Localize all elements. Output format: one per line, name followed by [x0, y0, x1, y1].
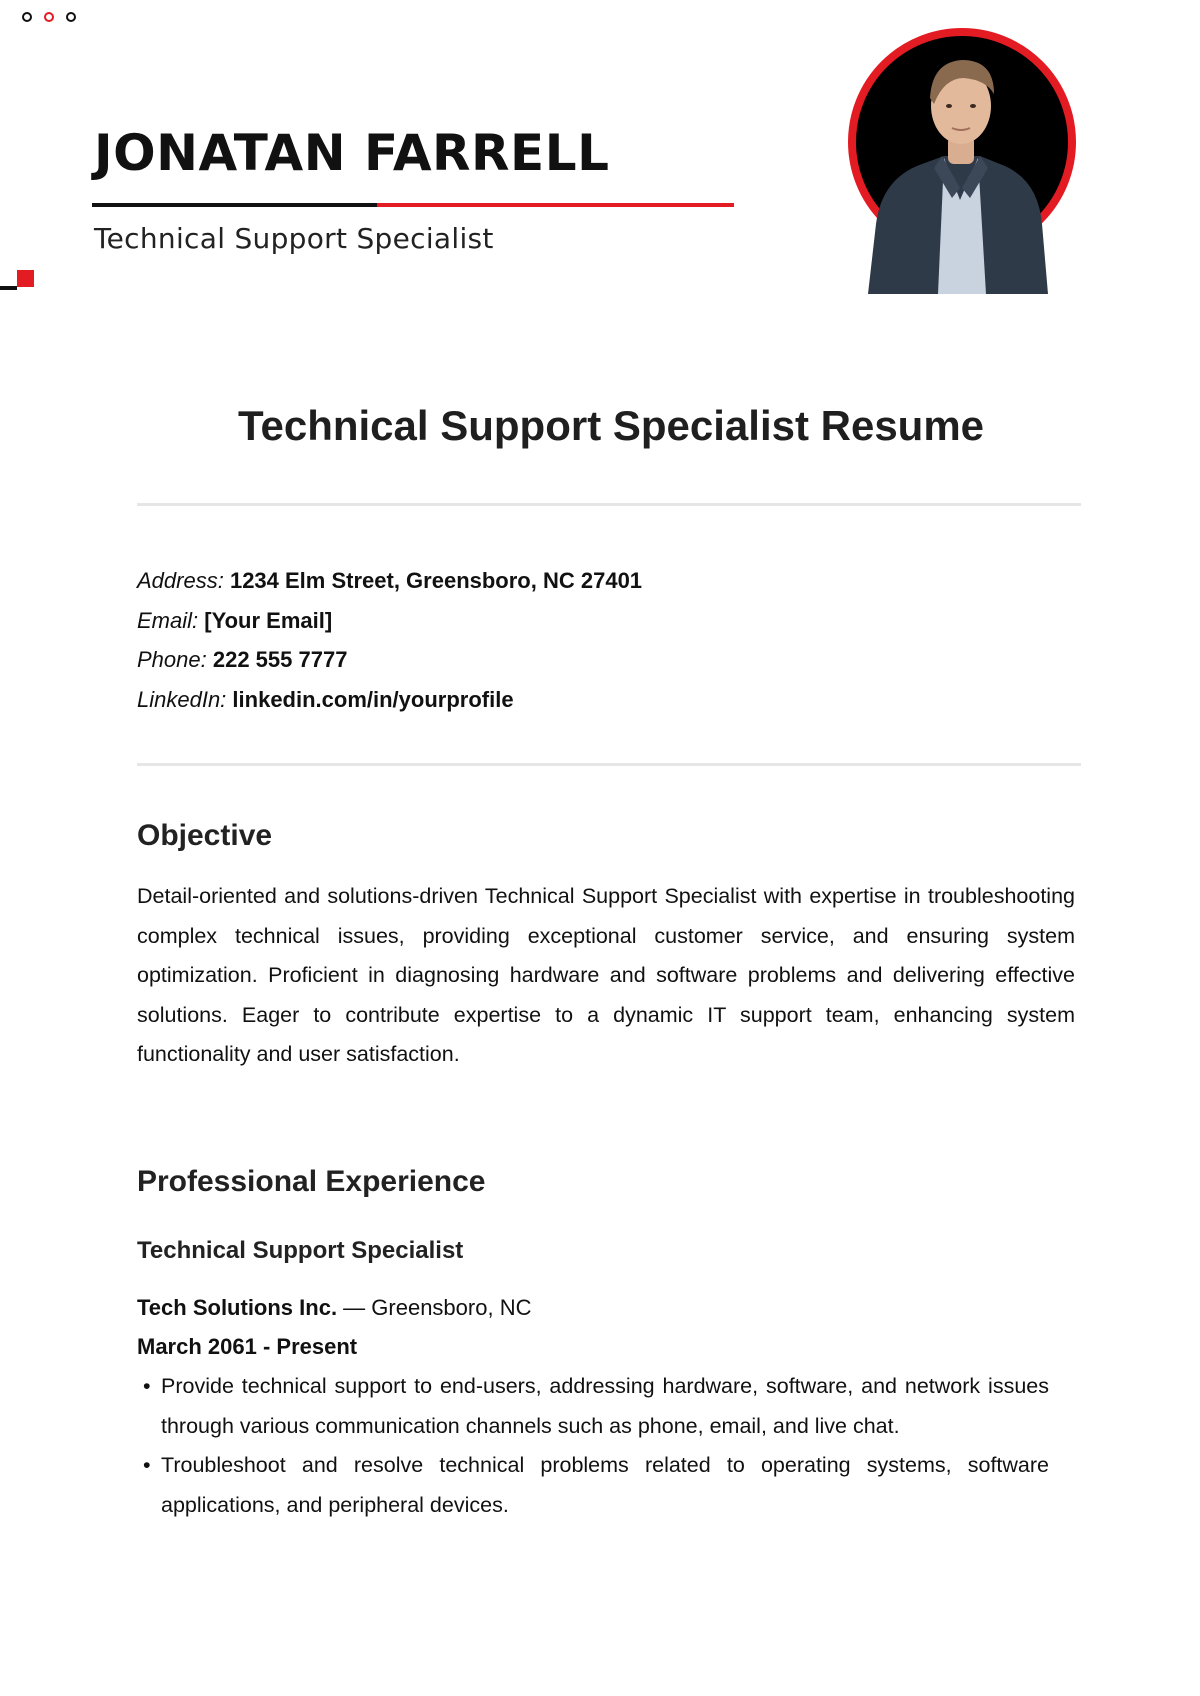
section-heading-objective: Objective	[137, 819, 273, 852]
contact-label: Email:	[137, 607, 199, 633]
job-dates: March 2061 - Present	[137, 1334, 358, 1359]
dot-icon	[22, 12, 32, 22]
contact-value: linkedin.com/in/yourprofile	[232, 686, 514, 712]
objective-text: Detail-oriented and solutions-driven Technical Support Specialist with expertise in troubleshooting complex technical issues, providing exceptional customer service, and ensuring system optimization. Proficient in diagnosing hardware and software problems and delivering effective solutions. Eager to contribute expertise to a dynamic IT support team, enhancing system functionality and user satisfaction.	[137, 884, 1075, 1066]
contact-info	[137, 561, 1077, 719]
contact-phone	[137, 640, 1077, 680]
decorative-bar	[0, 286, 17, 290]
decorative-dots-icon	[22, 12, 76, 22]
company-location: — Greensboro, NC	[337, 1295, 532, 1320]
contact-label: Address:	[137, 568, 224, 593]
job-bullets	[137, 1367, 1049, 1525]
list-item	[137, 1367, 1049, 1446]
contact-value: [Your Email]	[204, 607, 333, 633]
contact-linkedin	[137, 680, 1077, 720]
contact-label: Phone:	[137, 647, 207, 672]
bullet-icon: •	[143, 1374, 151, 1398]
contact-value: 222 555 7777	[212, 647, 348, 672]
company-name: Tech Solutions Inc.	[137, 1295, 338, 1320]
contact-value: 1234 Elm Street, Greensboro, NC 27401	[229, 568, 643, 593]
divider	[137, 763, 1081, 766]
bullet-text: Troubleshoot and resolve technical problems related to operating systems, software applications, and peripheral devices.	[161, 1453, 1049, 1517]
contact-email	[137, 601, 1077, 641]
dot-icon	[44, 12, 54, 22]
document-title: Technical Support Specialist Resume	[237, 402, 985, 449]
section-heading-experience: Professional Experience	[137, 1165, 486, 1198]
candidate-name: JONATAN FARRELL	[94, 124, 610, 182]
bullet-icon: •	[143, 1453, 151, 1477]
list-item	[137, 1446, 1049, 1525]
contact-label: LinkedIn:	[137, 686, 227, 712]
dot-icon	[66, 12, 76, 22]
divider	[137, 503, 1081, 506]
portrait-illustration	[848, 28, 1076, 294]
name-underline-red	[377, 203, 734, 207]
contact-address	[137, 561, 1077, 601]
company-line	[137, 1288, 531, 1328]
name-underline-black	[92, 203, 377, 207]
candidate-job-title: Technical Support Specialist	[94, 222, 494, 255]
profile-photo	[848, 28, 1076, 294]
job-role: Technical Support Specialist	[137, 1237, 464, 1264]
decorative-square	[17, 270, 34, 287]
bullet-text: Provide technical support to end-users, addressing hardware, software, and network issues through various communication channels such as phone, email, and live chat.	[161, 1374, 1049, 1438]
